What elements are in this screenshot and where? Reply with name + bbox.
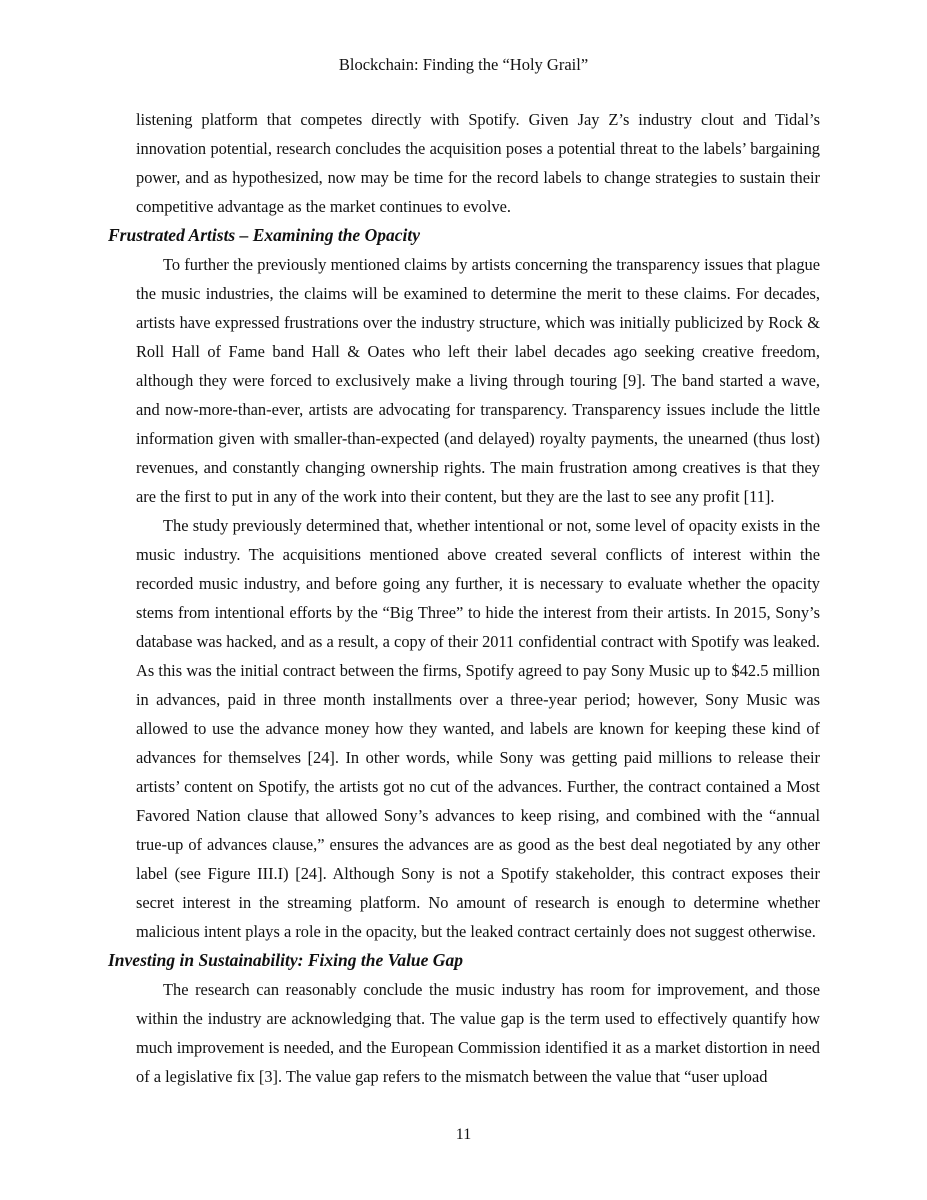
- paragraph-opacity-evaluation: The study previously determined that, whether intentional or not, some level of opacity exists in the music industry. The acquisitions mentioned above created several conflicts of interest within the recorded music industry, and before going any further, it is necessary to evaluate whether the opacity stems from intentional efforts by the “Big Three” to hide the interest from their artists. In 2015, Sony’s database was hacked, and as a result, a copy of their 2011 confidential contract with Spotify was leaked. As this was the initial contract between the firms, Spotify agreed to pay Sony Music up to $42.5 million in advances, paid in three month installments over a three-year period; however, Sony Music was allowed to use the advance money how they wanted, and labels are known for keeping these kind of advances for themselves [24]. In other words, while Sony was getting paid millions to release their artists’ content on Spotify, the artists got no cut of the advances. Further, the contract contained a Most Favored Nation clause that allowed Sony’s advances to keep rising, and combined with the “annual true-up of advances clause,” ensures the advances are as good as the best deal negotiated by any other label (see Figure III.I) [24]. Although Sony is not a Spotify stakeholder, this contract exposes their secret interest in the streaming platform. No amount of research is enough to determine whether malicious intent plays a role in the opacity, but the leaked contract certainly does not suggest otherwise.: [136, 516, 820, 941]
- paragraph-value-gap: The research can reasonably conclude the music industry has room for improvement, and those within the industry are acknowledging that. The value gap is the term used to effectively quantify how much improvement is needed, and the European Commission identified it as a market distortion in need of a legislative fix [3]. The value gap refers to the mismatch between the value that “user upload: [136, 980, 820, 1086]
- page-number: 11: [455, 1126, 472, 1143]
- running-header: Blockchain: Finding the “Holy Grail”: [338, 55, 589, 74]
- paragraph-continued: listening platform that competes directly with Spotify. Given Jay Z’s industry clout and Tidal’s innovation potential, research concludes the acquisition poses a potential threat to the labels’ bargaining power, and as hypothesized, now may be time for the record labels to change strategies to sustain their competitive advantage as the market continues to evolve.: [136, 110, 820, 216]
- paragraph-transparency-claims: To further the previously mentioned claims by artists concerning the transparency issues that plague the music industries, the claims will be examined to determine the merit to these claims. For decades, artists have expressed frustrations over the industry structure, which was initially publicized by Rock & Roll Hall of Fame band Hall & Oates who left their label decades ago seeking creative freedom, although they were forced to exclusively make a living through touring [9]. The band started a wave, and now-more-than-ever, artists are advocating for transparency. Transparency issues include the little information given with smaller-than-expected (and delayed) royalty payments, the unearned (thus lost) revenues, and constantly changing ownership rights. The main frustration among creatives is that they are the first to put in any of the work into their content, but they are the last to see any profit [11].: [136, 255, 820, 506]
- section-heading-frustrated-artists: Frustrated Artists – Examining the Opacity: [108, 225, 420, 245]
- body-text: [108, 105, 820, 1091]
- section-heading-value-gap: Investing in Sustainability: Fixing the Value Gap: [108, 950, 463, 970]
